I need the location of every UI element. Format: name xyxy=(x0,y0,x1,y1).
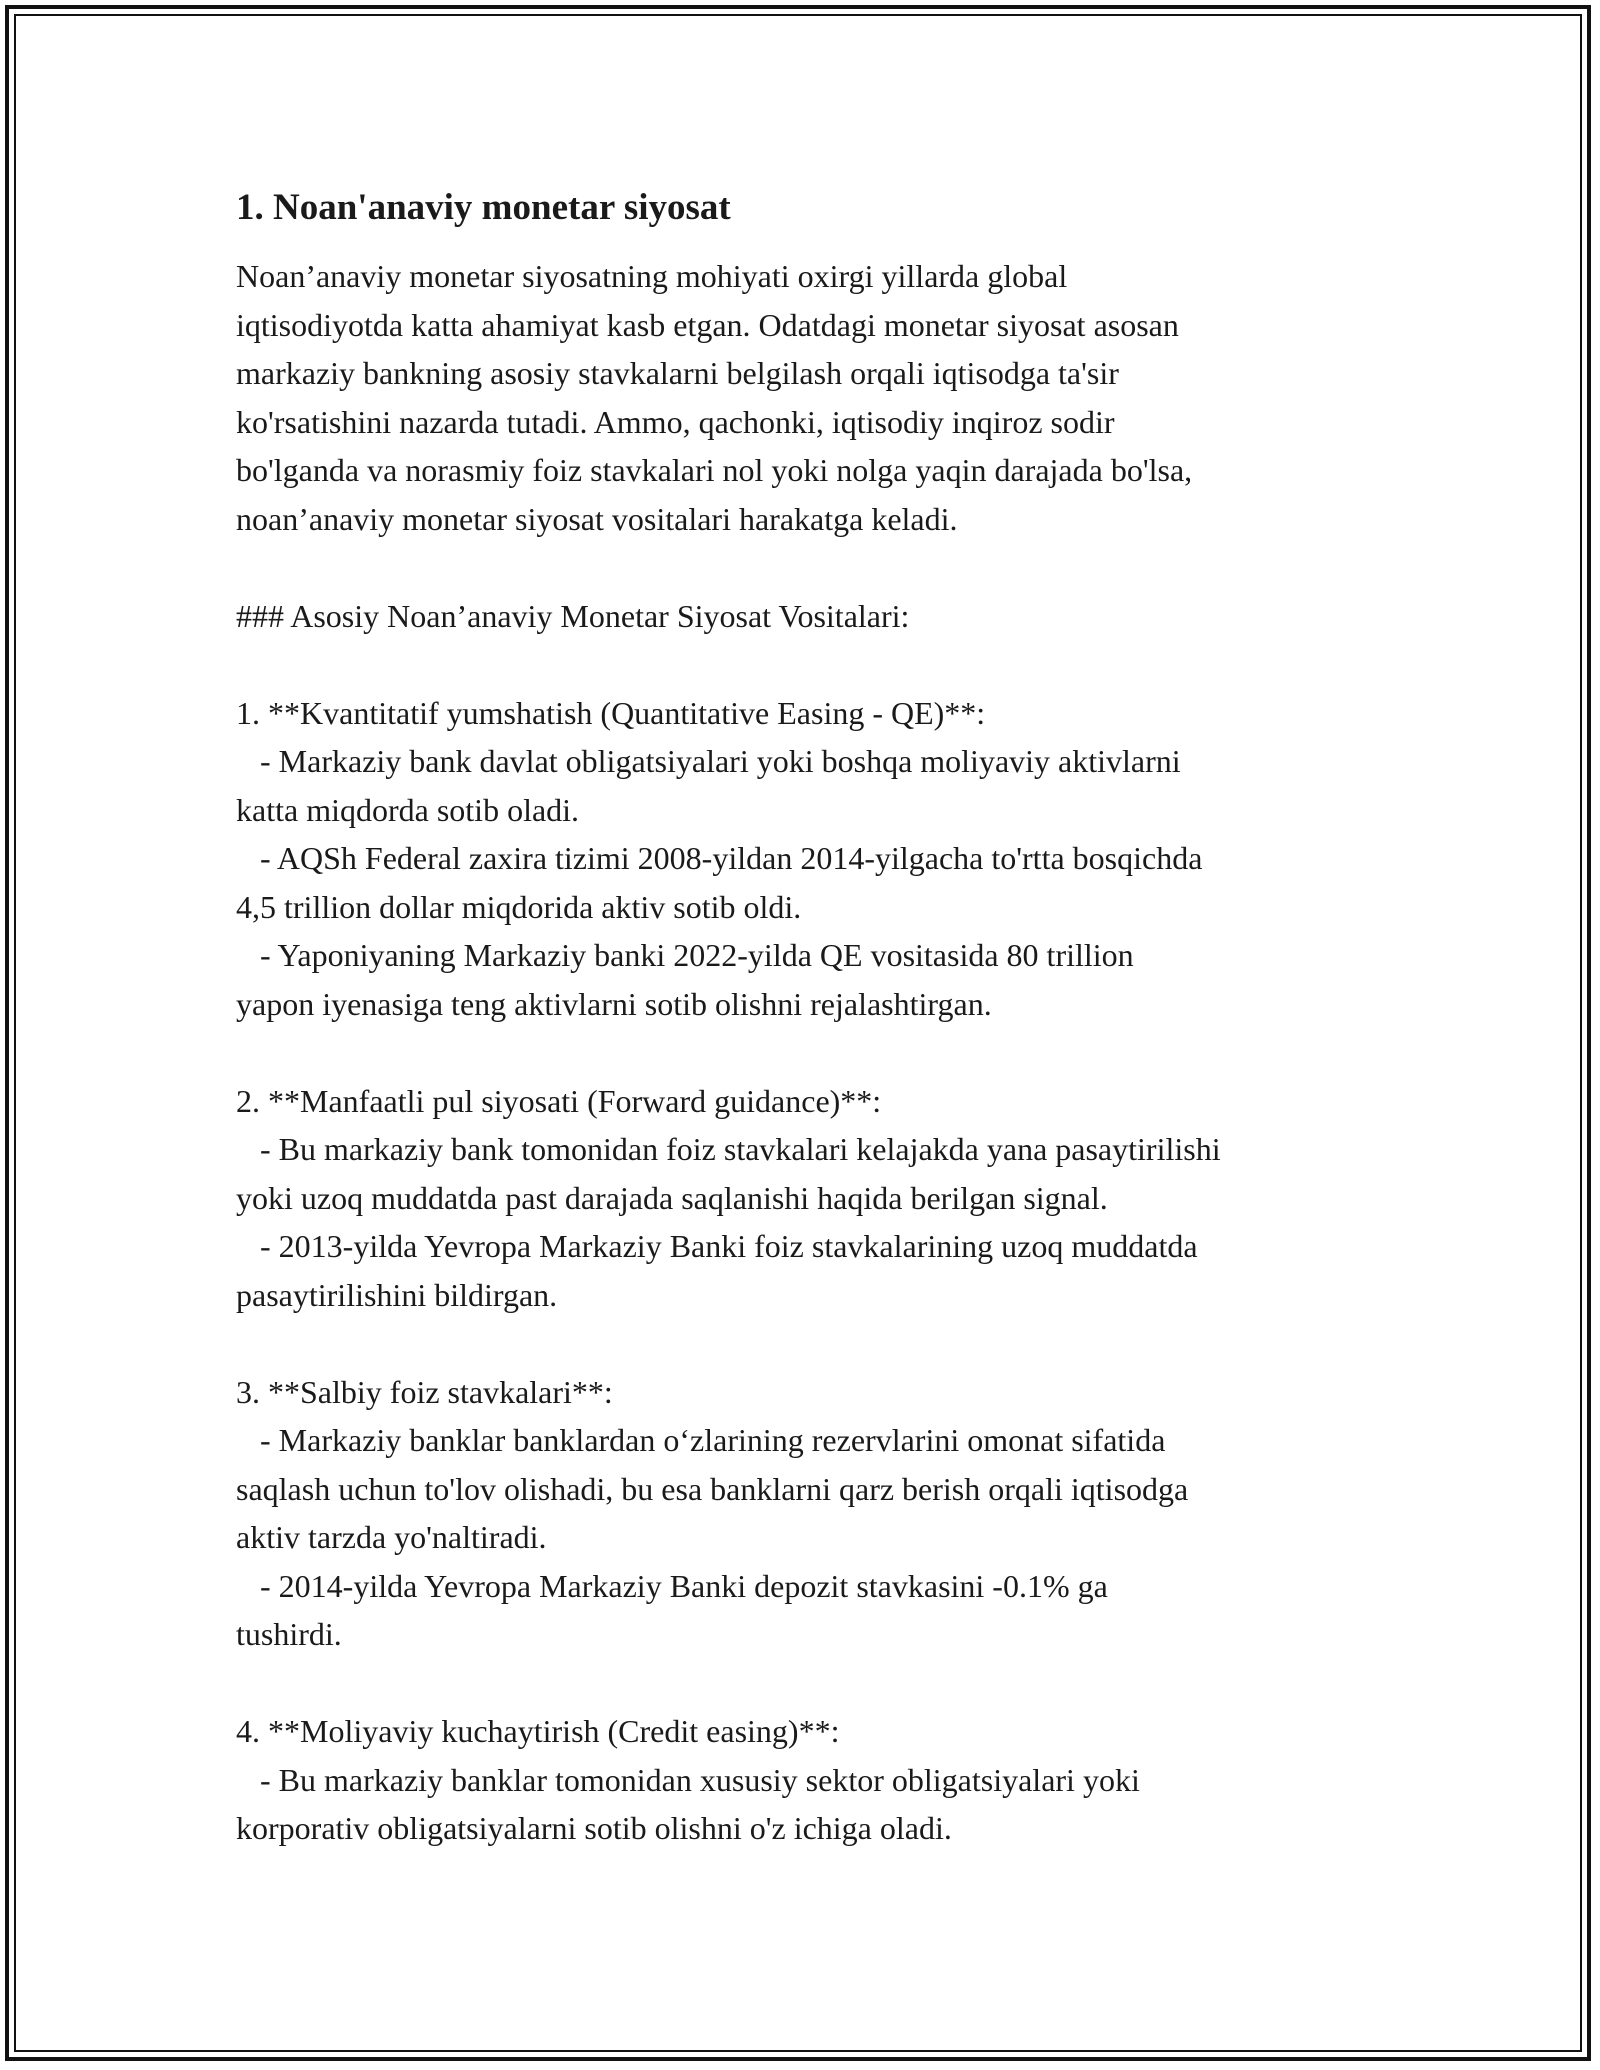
document-content xyxy=(236,186,1386,1853)
section-heading: 1. Noan'anaviy monetar siyosat xyxy=(236,187,731,228)
section-body: Noan’anaviy monetar siyosatning mohiyati oxirgi yillarda global iqtisodiyotda katta ahamiyat kasb etgan. Odatdagi monetar siyosat asosan markaziy bankning asosiy stavkalarni belgilash orqali iqtisodga ta'sir ko'rsatishini nazarda tutadi. Ammo, qachonki, iqtisodiy inqiroz sodir bo'lganda va norasmiy foiz stavkalari nol yoki nolga yaqin darajada bo'lsa, noan’anaviy monetar siyosat vositalari harakatga keladi. ### Asosiy Noan’anaviy Monetar Siyosat Vositalari: 1. **Kvantitatif yumshatish (Quantitative Easing - QE)**: - Markaziy bank davlat obligatsiyalari yoki boshqa moliyaviy aktivlarni katta miqdorda sotib oladi. - AQSh Federal zaxira tizimi 2008-yildan 2014-yilgacha to'rtta bosqichda 4,5 trillion dollar miqdorida aktiv sotib oldi. - Yaponiyaning Markaziy banki 2022-yilda QE vositasida 80 trillion yapon iyenasiga teng aktivlarni sotib olishni rejalashtirgan. 2. **Manfaatli pul siyosati (Forward guidance)**: - Bu markaziy bank tomonidan foiz stavkalari kelajakda yana pasaytirilishi yoki uzoq muddatda past darajada saqlanishi haqida berilgan signal. - 2013-yilda Yevropa Markaziy Banki foiz stavkalarining uzoq muddatda pasaytirilishini bildirgan. 3. **Salbiy foiz stavkalari**: - Markaziy banklar banklardan o‘zlarining rezervlarini omonat sifatida saqlash uchun to'lov olishadi, bu esa banklarni qarz berish orqali iqtisodga aktiv tarzda yo'naltiradi. - 2014-yilda Yevropa Markaziy Banki depozit stavkasini -0.1% ga tushirdi. 4. **Moliyaviy kuchaytirish (Credit easing)**: - Bu markaziy banklar tomonidan xususiy sektor obligatsiyalari yoki korporativ obligatsiyalarni sotib olishni o'z ichiga oladi. xyxy=(236,258,1221,1846)
